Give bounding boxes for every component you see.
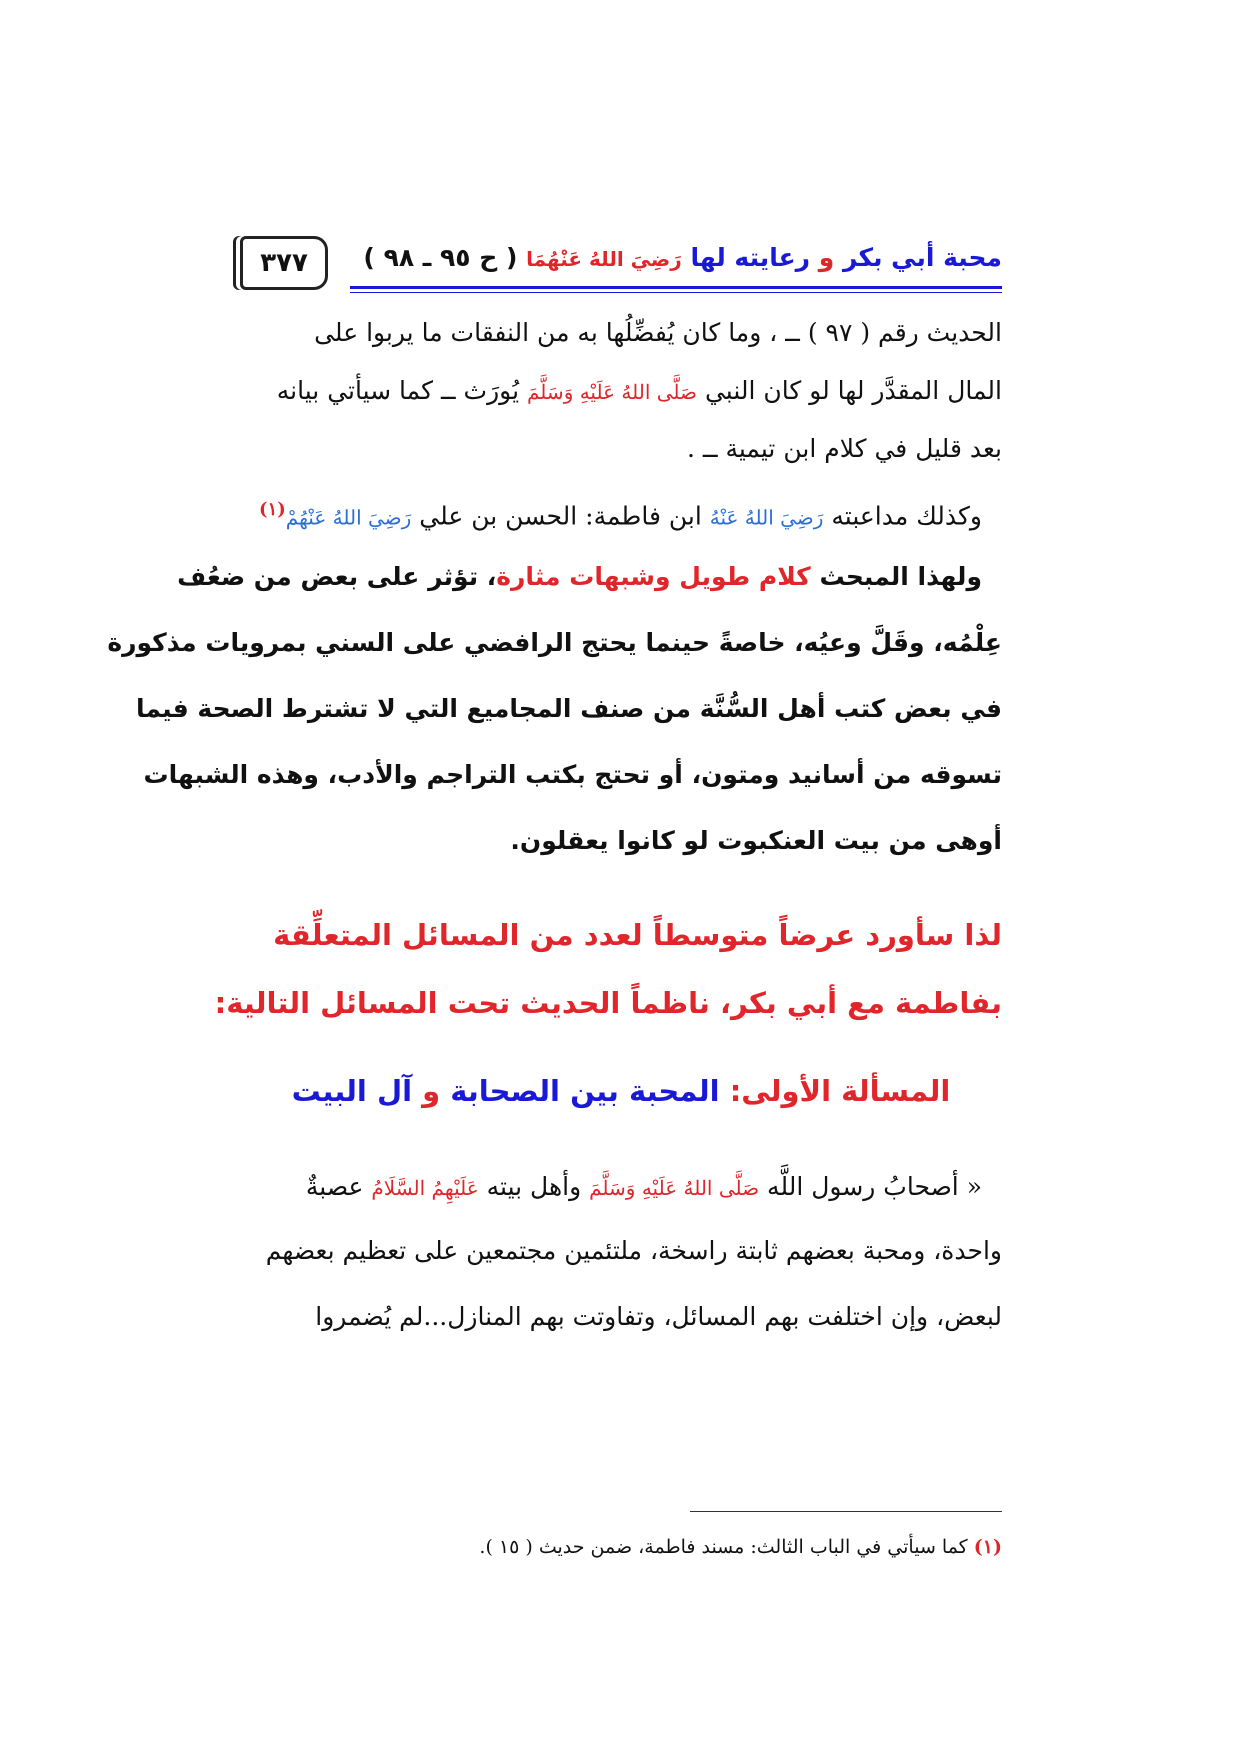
honorific: صَلَّى اللهُ عَلَيْهِ وَسَلَّمَ <box>527 380 697 404</box>
text-span: ولهذا المبحث <box>810 562 982 591</box>
footnote-number: (١) <box>973 1536 1002 1558</box>
text-line <box>240 826 1002 855</box>
text-span: أوهى من بيت العنكبوت لو كانوا يعقلون. <box>510 826 1002 855</box>
title-range: ( ح ٩٥ ـ ٩٨ ) <box>363 243 527 272</box>
header-rule-thin <box>350 292 1002 293</box>
text-line <box>240 1302 1002 1331</box>
title-honorific: رَضِيَ اللهُ عَنْهُمَا <box>526 247 682 271</box>
title-conjunction: و <box>810 243 843 272</box>
text-line <box>135 694 1002 723</box>
page-number: ٣٧٧ <box>260 248 308 278</box>
text-span: لذا سأورد عرضاً متوسطاً لعدد من المسائل المتعلِّقة <box>273 918 1002 952</box>
text-line <box>240 1236 1002 1265</box>
issue-title: المحبة بين الصحابة <box>440 1074 730 1108</box>
text-line <box>240 1172 1002 1201</box>
text-span: ابن فاطمة: الحسن بن علي <box>411 501 710 531</box>
text-span: « أصحابُ رسول اللَّه <box>759 1172 982 1201</box>
footnote-separator <box>690 1511 1002 1512</box>
text-span: الحديث رقم ( ٩٧ ) ــ ، وما كان يُفضِّلُها به من النفقات ما يربوا على <box>314 318 1002 347</box>
header-rule-thick <box>350 286 1002 289</box>
title-part1: محبة أبي بكر <box>843 243 1002 272</box>
footnote-marker[interactable]: (١) <box>259 499 286 520</box>
honorific: صَلَّى اللهُ عَلَيْهِ وَسَلَّمَ <box>589 1176 760 1200</box>
text-line <box>240 499 1002 530</box>
footnote <box>240 1536 1002 1558</box>
text-line <box>240 434 1002 463</box>
text-span: وكذلك مداعبته <box>823 501 982 531</box>
text-line <box>107 628 1002 657</box>
section-intro-heading <box>240 918 1002 952</box>
text-span: عصبةٌ <box>305 1172 372 1201</box>
page-header <box>240 236 1002 296</box>
text-span: المال المقدَّر لها لو كان النبي <box>697 376 1002 405</box>
page-number-box <box>240 236 328 290</box>
text-span: لبعض، وإن اختلفت بهم المسائل، وتفاوتت بهم المنازل...لم يُضمروا <box>315 1302 1002 1331</box>
section-intro-heading <box>214 986 1002 1020</box>
text-span: وأهل بيته <box>478 1172 590 1201</box>
text-span: يُورَث ــ كما سيأتي بيانه <box>276 376 527 405</box>
text-span: في بعض كتب أهل السُّنَّة من صنف المجاميع التي لا تشترط الصحة فيما <box>135 694 1002 723</box>
text-span: واحدة، ومحبة بعضهم ثابتة راسخة، ملتئمين مجتمعين على تعظيم بعضهم <box>265 1236 1002 1265</box>
text-line <box>177 562 1002 591</box>
issue-title: آل البيت <box>291 1074 423 1108</box>
issue-label: المسألة الأولى: <box>729 1074 951 1108</box>
honorific: رَضِيَ اللهُ عَنْهُ <box>709 505 824 530</box>
honorific: رَضِيَ اللهُ عَنْهُمْ <box>285 505 412 530</box>
title-part2: رعايته لها <box>681 243 811 272</box>
issue-heading <box>240 1074 1002 1108</box>
text-span: عِلْمُه، وقَلَّ وعيُه، خاصةً حينما يحتج الرافضي على السني بمرويات مذكورة <box>107 628 1002 657</box>
text-line <box>240 376 1002 405</box>
text-span: بفاطمة مع أبي بكر، ناظماً الحديث تحت المسائل التالية: <box>214 986 1002 1020</box>
running-title <box>363 236 1002 280</box>
text-span: ، تؤثر على بعض من ضعُف <box>177 562 497 591</box>
text-line <box>240 318 1002 347</box>
footnote-text: كما سيأتي في الباب الثالث: مسند فاطمة، ضمن حديث ( ١٥ ). <box>479 1536 974 1558</box>
text-line <box>143 760 1002 789</box>
highlighted-phrase: كلام طويل وشبهات مثارة <box>496 562 811 591</box>
issue-conjunction: و <box>422 1074 441 1108</box>
honorific: عَلَيْهِمُ السَّلَامُ <box>371 1176 479 1200</box>
text-span: بعد قليل في كلام ابن تيمية ــ . <box>687 434 1002 463</box>
text-span: تسوقه من أسانيد ومتون، أو تحتج بكتب التراجم والأدب، وهذه الشبهات <box>143 760 1002 789</box>
